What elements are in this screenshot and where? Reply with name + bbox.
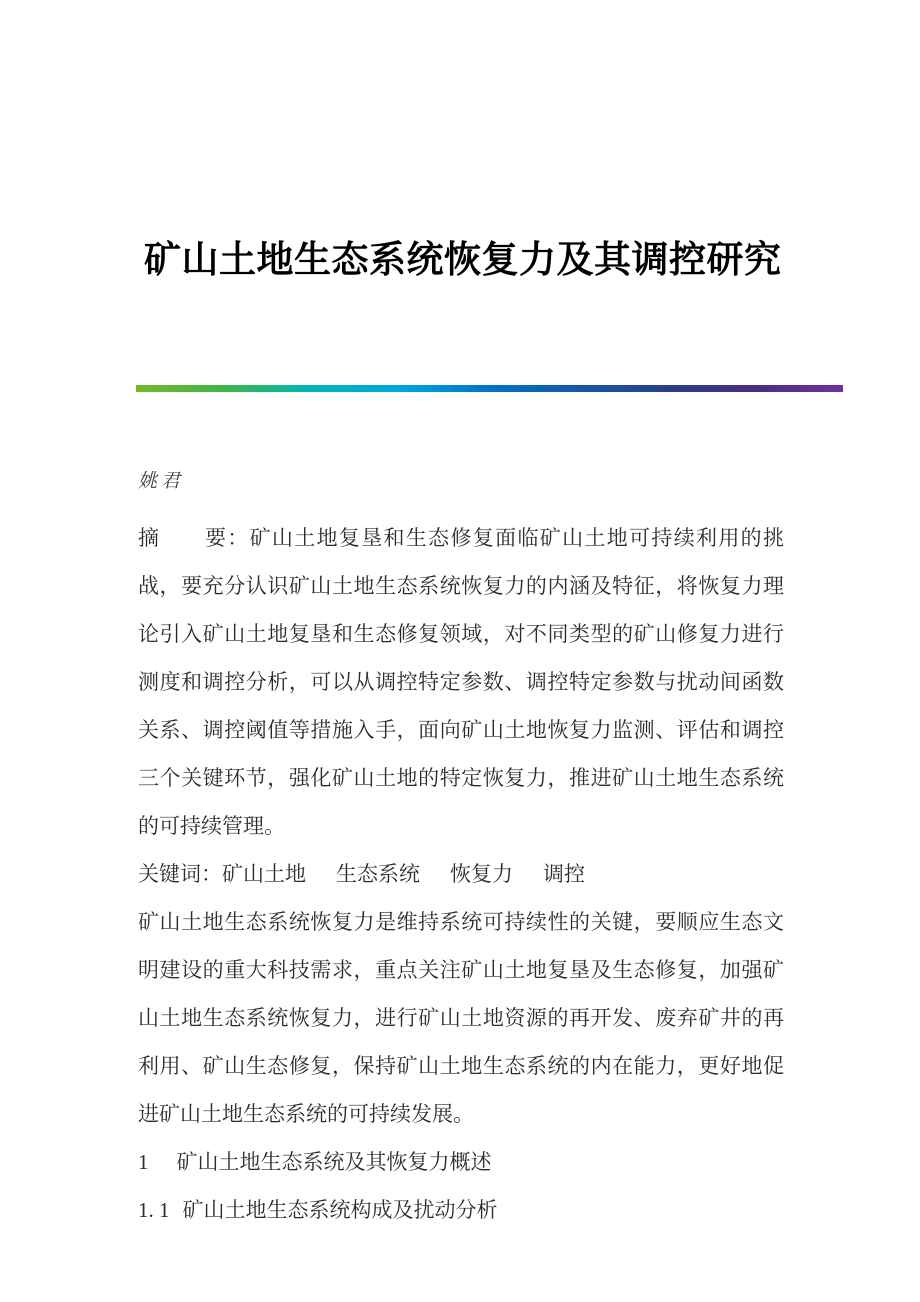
body-paragraph: 矿山土地生态系统恢复力是维持系统可持续性的关键，要顺应生态文明建设的重大科技需求，重点关注矿山土地复垦及生态修复，加强矿山土地生态系统恢复力，进行矿山土地资源的再开发、废弃矿井的再利用、矿山生态修复，保持矿山土地生态系统的内在能力，更好地促进矿山土地生态系统的可持续发展。 [138,910,784,1126]
abstract-text: 矿山土地复垦和生态修复面临矿山土地可持续利用的挑战，要充分认识矿山土地生态系统恢复力的内涵及特征，将恢复力理论引入矿山土地复垦和生态修复领域，对不同类型的矿山修复力进行测度和调控分析，可以从调控特定参数、调控特定参数与扰动间函数关系、调控阈值等措施入手，面向矿山土地恢复力监测、评估和调控三个关键环节，强化矿山土地的特定恢复力，推进矿山土地生态系统的可持续管理。 [138,526,785,838]
keyword-item: 恢复力 [450,862,513,886]
abstract-label: 摘 要： [138,526,250,550]
heading-number: 1 [138,1150,149,1174]
section-heading-1 [138,1138,784,1186]
abstract-paragraph [138,514,784,850]
keywords-line [138,850,784,898]
keyword-item: 调控 [543,862,585,886]
page-title: 矿山土地生态系统恢复力及其调控研究 [144,239,782,281]
keyword-item: 矿山土地 [222,862,306,886]
section-heading-1-1 [138,1186,784,1234]
keyword-item: 生态系统 [336,862,420,886]
heading-text: 矿山土地生态系统及其恢复力概述 [176,1150,492,1174]
author-name: 姚君 [138,471,185,492]
heading-text: 矿山土地生态系统构成及扰动分析 [182,1198,498,1222]
gradient-divider [136,385,843,392]
document-body [138,514,784,1234]
keywords-label: 关键词： [138,862,222,886]
heading-number: 1. 1 [138,1198,170,1222]
